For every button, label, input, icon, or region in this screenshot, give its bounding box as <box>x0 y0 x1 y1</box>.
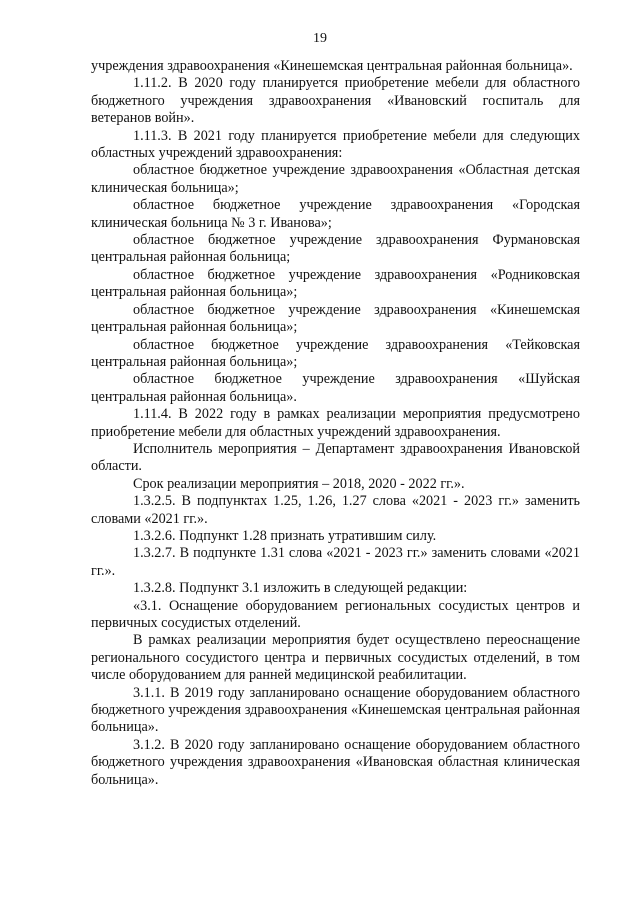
paragraph: областное бюджетное учреждение здравоохранения «Кинешемская центральная районная больница»; <box>91 301 580 336</box>
paragraph: Исполнитель мероприятия – Департамент здравоохранения Ивановской области. <box>91 440 580 475</box>
paragraph: областное бюджетное учреждение здравоохранения Фурмановская центральная районная больница; <box>91 232 580 266</box>
document-body <box>91 58 580 789</box>
paragraph: 1.11.3. В 2021 году планируется приобретение мебели для следующих областных учреждений здравоохранения: <box>91 127 580 162</box>
paragraph: областное бюджетное учреждение здравоохранения «Городская клиническая больница № 3 г. Иванова»; <box>91 197 580 231</box>
paragraph: 1.3.2.5. В подпунктах 1.25, 1.26, 1.27 слова «2021 - 2023 гг.» заменить словами «2021 гг.». <box>91 493 580 527</box>
paragraph: областное бюджетное учреждение здравоохранения «Родниковская центральная районная больница»; <box>91 266 580 301</box>
paragraph: 1.11.4. В 2022 году в рамках реализации мероприятия предусмотрено приобретение мебели для областных учреждений здравоохранения. <box>91 406 580 440</box>
paragraph: 3.1.2. В 2020 году запланировано оснащение оборудованием областного бюджетного учреждения здравоохранения «Ивановская областная клиническая больница». <box>91 736 580 788</box>
paragraph: областное бюджетное учреждение здравоохранения «Тейковская центральная районная больница»; <box>91 336 580 370</box>
paragraph: учреждения здравоохранения «Кинешемская центральная районная больница». <box>91 58 573 74</box>
paragraph: 3.1.1. В 2019 году запланировано оснащение оборудованием областного бюджетного учреждения здравоохранения «Кинешемская центральная районная больница». <box>91 684 580 736</box>
paragraph: 1.3.2.6. Подпункт 1.28 признать утратившим силу. <box>133 527 437 544</box>
paragraph: 1.3.2.8. Подпункт 3.1 изложить в следующей редакции: <box>133 580 468 597</box>
paragraph: 1.3.2.7. В подпункте 1.31 слова «2021 - 2023 гг.» заменить словами «2021 гг.». <box>91 545 580 579</box>
page-number: 19 <box>313 31 327 46</box>
paragraph: Срок реализации мероприятия – 2018, 2020 - 2022 гг.». <box>133 475 465 492</box>
paragraph: В рамках реализации мероприятия будет осуществлено переоснащение регионального сосудистого центра и первичных сосудистых отделений, в том числе оборудованием для ранней медицинской реабилитации. <box>91 632 580 684</box>
paragraph: 1.11.2. В 2020 году планируется приобретение мебели для областного бюджетного учреждения здравоохранения «Ивановский госпиталь для ветеранов войн». <box>91 75 580 127</box>
paragraph: областное бюджетное учреждение здравоохранения «Областная детская клиническая больница»; <box>91 162 580 196</box>
paragraph: «3.1. Оснащение оборудованием региональных сосудистых центров и первичных сосудистых отделений. <box>91 597 580 631</box>
paragraph: областное бюджетное учреждение здравоохранения «Шуйская центральная районная больница». <box>91 371 580 405</box>
